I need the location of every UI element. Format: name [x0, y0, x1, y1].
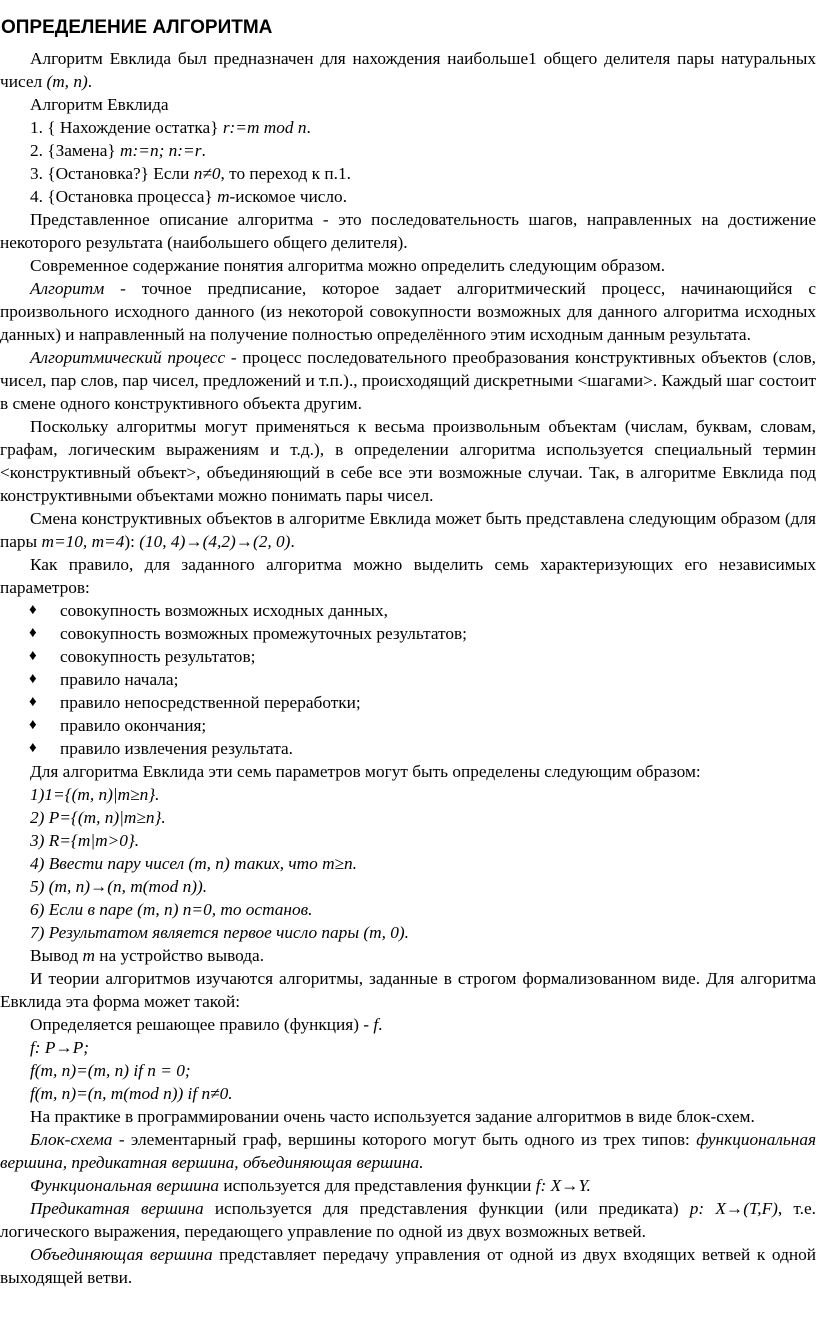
process-definition: Алгоритмический процесс - процесс последовательного преобразования конструктивных объектов (слов, чисел, пар слов, пар чисел, предложений и т.п.)., происходящий дискретными <шагами>. Каждый шаг состоит в смене одного конструктивного объекта другим. — [0, 348, 816, 413]
algorithm-step-4: 4. {Остановка процесса} m-искомое число. — [30, 187, 348, 206]
algorithm-step-1: 1. { Нахождение остатка} r:=m mod n. — [30, 118, 311, 137]
algorithm-definition: Алгоритм - точное предписание, которое задает алгоритмический процесс, начинающийся с произвольного исходного данного (из некоторой совокупности возможных для данного алгоритма исходных данных) и направленный на получение полностью определённого этим исходным данным результата. — [0, 279, 816, 344]
parameters-list — [0, 599, 816, 760]
list-item: ♦ правило извлечения результата. — [29, 739, 294, 758]
diamond-bullet-icon: ♦ — [29, 694, 37, 710]
param-7: 7) Результатом является первое число пары (m, 0). — [30, 923, 409, 942]
formal-theory-paragraph: И теории алгоритмов изучаются алгоритмы, заданные в строгом формализованном виде. Для алгоритма Евклида эта форма может такой: — [0, 969, 816, 1011]
list-item: ♦ совокупность результатов; — [29, 647, 256, 666]
param-2: 2) P={(m, n)|m≥n}. — [30, 808, 166, 827]
algorithm-heading: Алгоритм Евклида — [30, 95, 169, 114]
list-item: ♦ правило начала; — [29, 670, 179, 689]
output-line: Вывод m на устройство вывода. — [30, 946, 265, 965]
parameters-intro: Как правило, для заданного алгоритма можно выделить семь характеризующих его независимых параметров: — [0, 555, 816, 597]
list-item: ♦ правило непосредственной переработки; — [29, 693, 361, 712]
param-4: 4) Ввести пару чисел (m, n) таких, что m≥n. — [30, 854, 358, 873]
description-paragraph: Представленное описание алгоритма - это последовательность шагов, направленных на достижение некоторого результата (наибольшего общего делителя). — [0, 210, 816, 252]
param-3: 3) R={m|m>0}. — [30, 831, 140, 850]
euclid-parameters-intro: Для алгоритма Евклида эти семь параметров могут быть определены следующим образом: — [30, 762, 701, 781]
diamond-bullet-icon: ♦ — [29, 648, 37, 664]
page-title: ОПРЕДЕЛЕНИЕ АЛГОРИТМА — [1, 17, 273, 38]
algorithm-step-2: 2. {Замена} m:=n; n:=r. — [30, 141, 206, 160]
functional-vertex-paragraph: Функциональная вершина используется для представления функции f: X→Y. — [30, 1176, 591, 1195]
list-item: ♦ совокупность возможных исходных данных, — [29, 601, 388, 620]
predicate-vertex-paragraph: Предикатная вершина используется для представления функции (или предиката) p: X→(T,F), т.е. логического выражения, передающего управление по одной из двух возможных ветвей. — [0, 1199, 816, 1241]
formula-3: f(m, n)=(n, m(mod n)) if n≠0. — [30, 1084, 233, 1103]
object-change-paragraph: Смена конструктивных объектов в алгоритме Евклида может быть представлена следующим образом (для пары m=10, m=4): (10, 4)→(4,2)→(2, 0). — [0, 509, 816, 551]
param-1: 1)1={(m, n)|m≥n}. — [30, 785, 160, 804]
formula-1: f: P→P; — [30, 1038, 90, 1057]
intro-paragraph: Алгоритм Евклида был предназначен для нахождения наибольше1 общего делителя пары натуральных чисел (m, n). — [0, 49, 816, 91]
flowchart-paragraph: На практике в программировании очень часто используется задание алгоритмов в виде блок-схем. — [30, 1107, 755, 1126]
param-5: 5) (m, n)→(n, m(mod n)). — [30, 877, 208, 896]
modern-definition-intro: Современное содержание понятия алгоритма можно определить следующим образом. — [30, 256, 666, 275]
diamond-bullet-icon: ♦ — [29, 671, 37, 687]
diamond-bullet-icon: ♦ — [29, 717, 37, 733]
diamond-bullet-icon: ♦ — [29, 740, 37, 756]
diamond-bullet-icon: ♦ — [29, 602, 37, 618]
flowchart-definition: Блок-схема - элементарный граф, вершины которого могут быть одного из трех типов: функциональная вершина, предикатная вершина, объединяющая вершина. — [0, 1130, 816, 1172]
constructive-object-paragraph: Поскольку алгоритмы могут применяться к весьма произвольным объектам (числам, буквам, словам, графам, логическим выражениям и т.д.), в определении алгоритма используется специальный термин <конструктивный объект>, объединяющий в себе все эти возможные случаи. Так, в алгоритме Евклида под конструктивными объектами можно понимать пары чисел. — [0, 417, 816, 505]
diamond-bullet-icon: ♦ — [29, 625, 37, 641]
decision-rule-line: Определяется решающее правило (функция) - f. — [30, 1015, 383, 1034]
param-6: 6) Если в паре (m, n) n=0, то останов. — [30, 900, 313, 919]
list-item: ♦ правило окончания; — [29, 716, 207, 735]
list-item: ♦ совокупность возможных промежуточных результатов; — [29, 624, 467, 643]
join-vertex-paragraph: Объединяющая вершина представляет передачу управления от одной из двух входящих ветвей к одной выходящей ветви. — [0, 1245, 816, 1287]
algorithm-step-3: 3. {Остановка?} Если n≠0, то переход к п.1. — [30, 164, 351, 183]
formula-2: f(m, n)=(m, n) if n = 0; — [30, 1061, 191, 1080]
